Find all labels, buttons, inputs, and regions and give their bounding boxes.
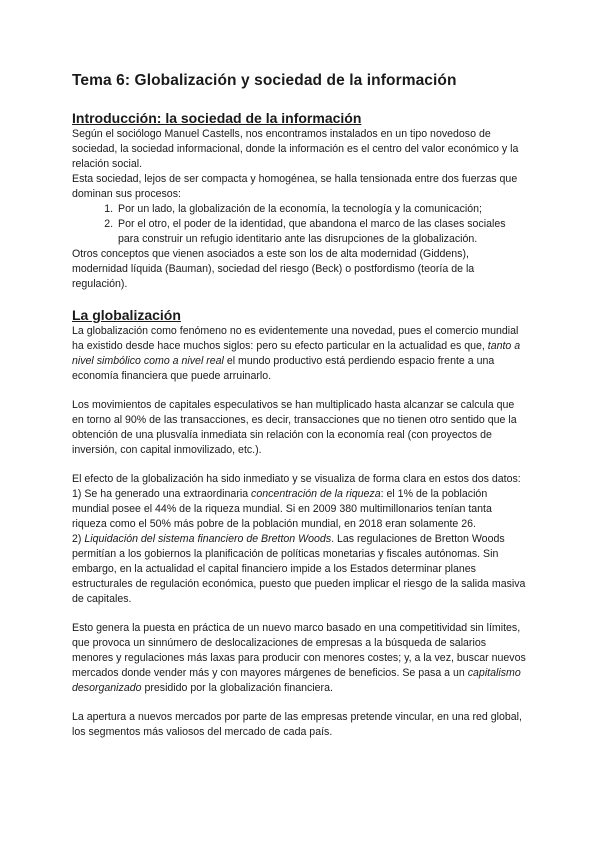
- intro-paragraph-3: Otros conceptos que vienen asociados a este son los de alta modernidad (Giddens), modernidad líquida (Bauman), sociedad del riesgo (Beck) o postfordismo (teoría de la regulación).: [72, 248, 475, 290]
- list-item: 2. Por el otro, el poder de la identidad, que abandona el marco de las clases sociales para construir un refugio identitario ante las disrupciones de la globalización.: [116, 217, 526, 247]
- glob-paragraph-4: Esto genera la puesta en práctica de un nuevo marco basado en una competitividad sin límites, que provoca un sinnúmero de deslocalizaciones de empresas a la búsqueda de salarios menores y regulaciones más laxas para producir con menores costes; y, a la vez, buscar nuevos mercados donde vender más y con mayores márgenes de beneficios. Se pasa a un capitalismo desorganizado presidido por la globalización financiera.: [72, 622, 526, 694]
- glob-paragraph-1: La globalización como fenómeno no es evidentemente una novedad, pues el comercio mundial ha existido desde hace muchos siglos: pero su efecto particular en la actualidad es que, tanto a nivel simbólico como a nivel real el mundo productivo está perdiendo espacio frente a una economía financiera que puede arruinarlo.: [72, 325, 521, 382]
- section-heading-globalizacion: La globalización: [72, 307, 181, 323]
- list-item: 1. Por un lado, la globalización de la economía, la tecnología y la comunicación;: [116, 202, 526, 217]
- page-title: Tema 6: Globalización y sociedad de la información: [72, 72, 457, 89]
- glob-datum-1: 1) Se ha generado una extraordinaria concentración de la riqueza: el 1% de la población mundial posee el 44% de la riqueza mundial. Si en 2009 380 multimillonarios tenían tanta riqueza como el 50% más pobre de la población mundial, en 2018 eran solamente 26.: [72, 488, 492, 530]
- forces-list: [72, 202, 526, 247]
- glob-paragraph-3: El efecto de la globalización ha sido inmediato y se visualiza de forma clara en estos dos datos:: [72, 473, 521, 485]
- intro-paragraph-1: Según el sociólogo Manuel Castells, nos encontramos instalados en un tipo novedoso de sociedad, la sociedad informacional, donde la información es el centro del valor económico y la relación social.: [72, 128, 519, 170]
- intro-paragraph-2: Esta sociedad, lejos de ser compacta y homogénea, se halla tensionada entre dos fuerzas que dominan sus procesos:: [72, 173, 518, 200]
- glob-paragraph-2: Los movimientos de capitales especulativos se han multiplicado hasta alcanzar se calcula que en torno al 90% de las transacciones, es decir, transacciones que no tienen otro sentido que la obtención de una plusvalía inmediata sin relación con la economía real (con proyectos de inversión, con capital inmovilizado, etc.).: [72, 399, 517, 456]
- section-heading-introduccion: Introducción: la sociedad de la información: [72, 110, 362, 126]
- glob-datum-2: 2) Liquidación del sistema financiero de Bretton Woods. Las regulaciones de Bretton Woods permitían a los gobiernos la planificación de políticas monetarias y fiscales autónomas. Sin embargo, en la actualidad el capital financiero impide a los Estados determinar planes estructurales de regulación económica, puesto que pueden implicar el riesgo de la salida masiva de capitales.: [72, 533, 526, 605]
- glob-paragraph-5: La apertura a nuevos mercados por parte de las empresas pretende vincular, en una red global, los segmentos más valiosos del mercado de cada país.: [72, 711, 522, 738]
